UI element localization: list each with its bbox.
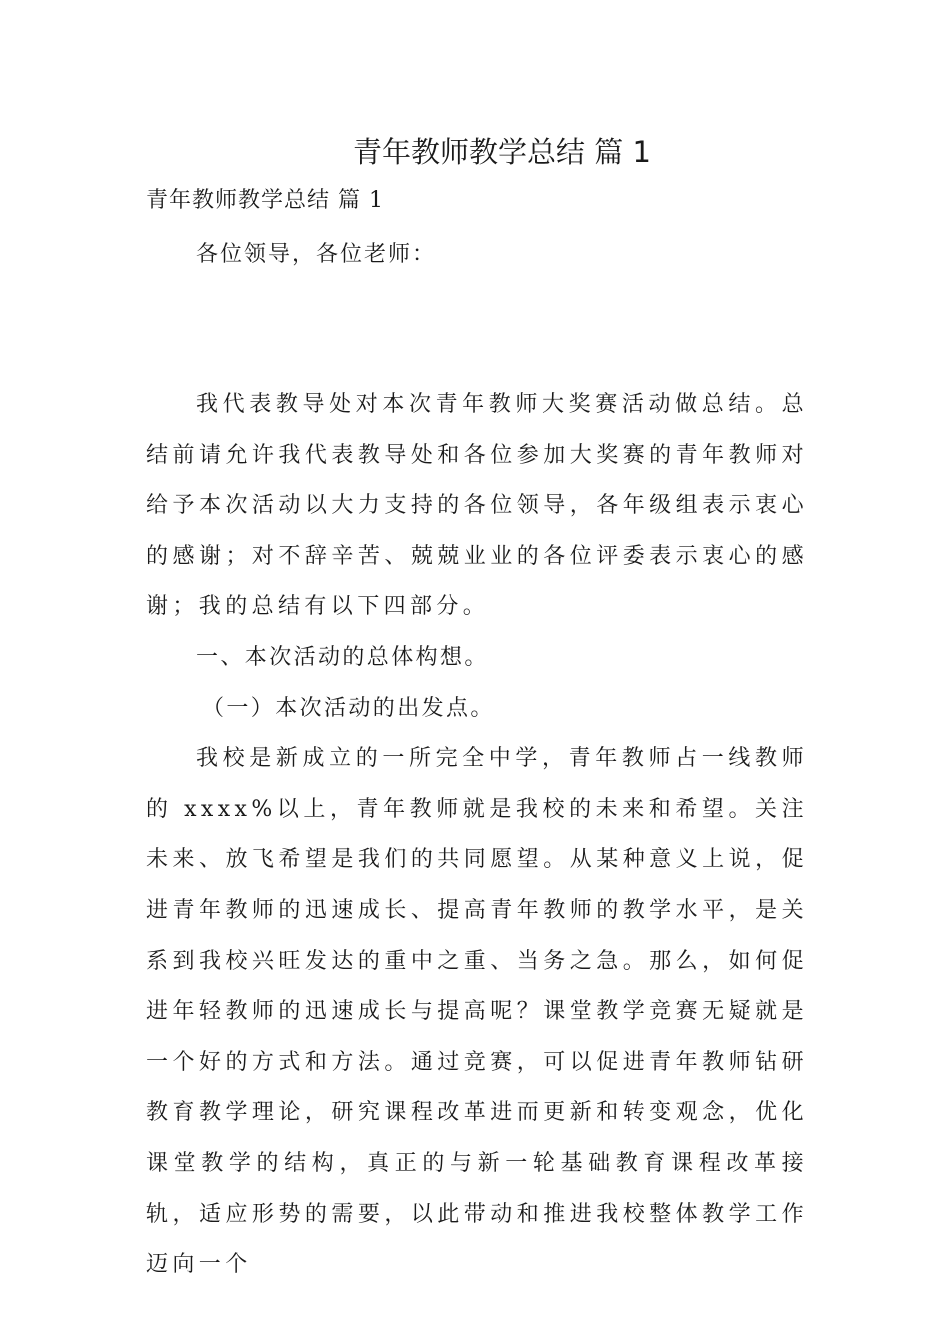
subsection-heading: （一）本次活动的出发点。 <box>202 695 495 721</box>
greeting-line: 各位领导，各位老师： <box>196 242 437 267</box>
section-heading: 一、本次活动的总体构想。 <box>196 644 489 670</box>
document-body <box>146 380 808 1291</box>
document-title: 青年教师教学总结 篇 1 <box>353 135 651 169</box>
paragraph-intro: 我代表教导处对本次青年教师大奖赛活动做总结。总结前请允许我代表教导处和各位参加大奖赛的青年教师对给予本次活动以大力支持的各位领导，各年级组表示衷心的感谢；对不辞辛苦、兢兢业业的各位评委表示衷心的感谢；我的总结有以下四部分。 <box>146 392 808 620</box>
paragraph-body: 我校是新成立的一所完全中学，青年教师占一线教师的 xxxx%以上，青年教师就是我校的未来和希望。关注未来、放飞希望是我们的共同愿望。从某种意义上说，促进青年教师的迅速成长、提高青年教师的教学水平，是关系到我校兴旺发达的重中之重、当务之急。那么，如何促进年轻教师的迅速成长与提高呢？课堂教学竞赛无疑就是一个好的方式和方法。通过竞赛，可以促进青年教师钻研教育教学理论，研究课程改革进而更新和转变观念，优化课堂教学的结构，真正的与新一轮基础教育课程改革接轨，适应形势的需要，以此带动和推进我校整体教学工作迈向一个 <box>146 746 808 1278</box>
document-subtitle: 青年教师教学总结 篇 1 <box>146 188 384 213</box>
